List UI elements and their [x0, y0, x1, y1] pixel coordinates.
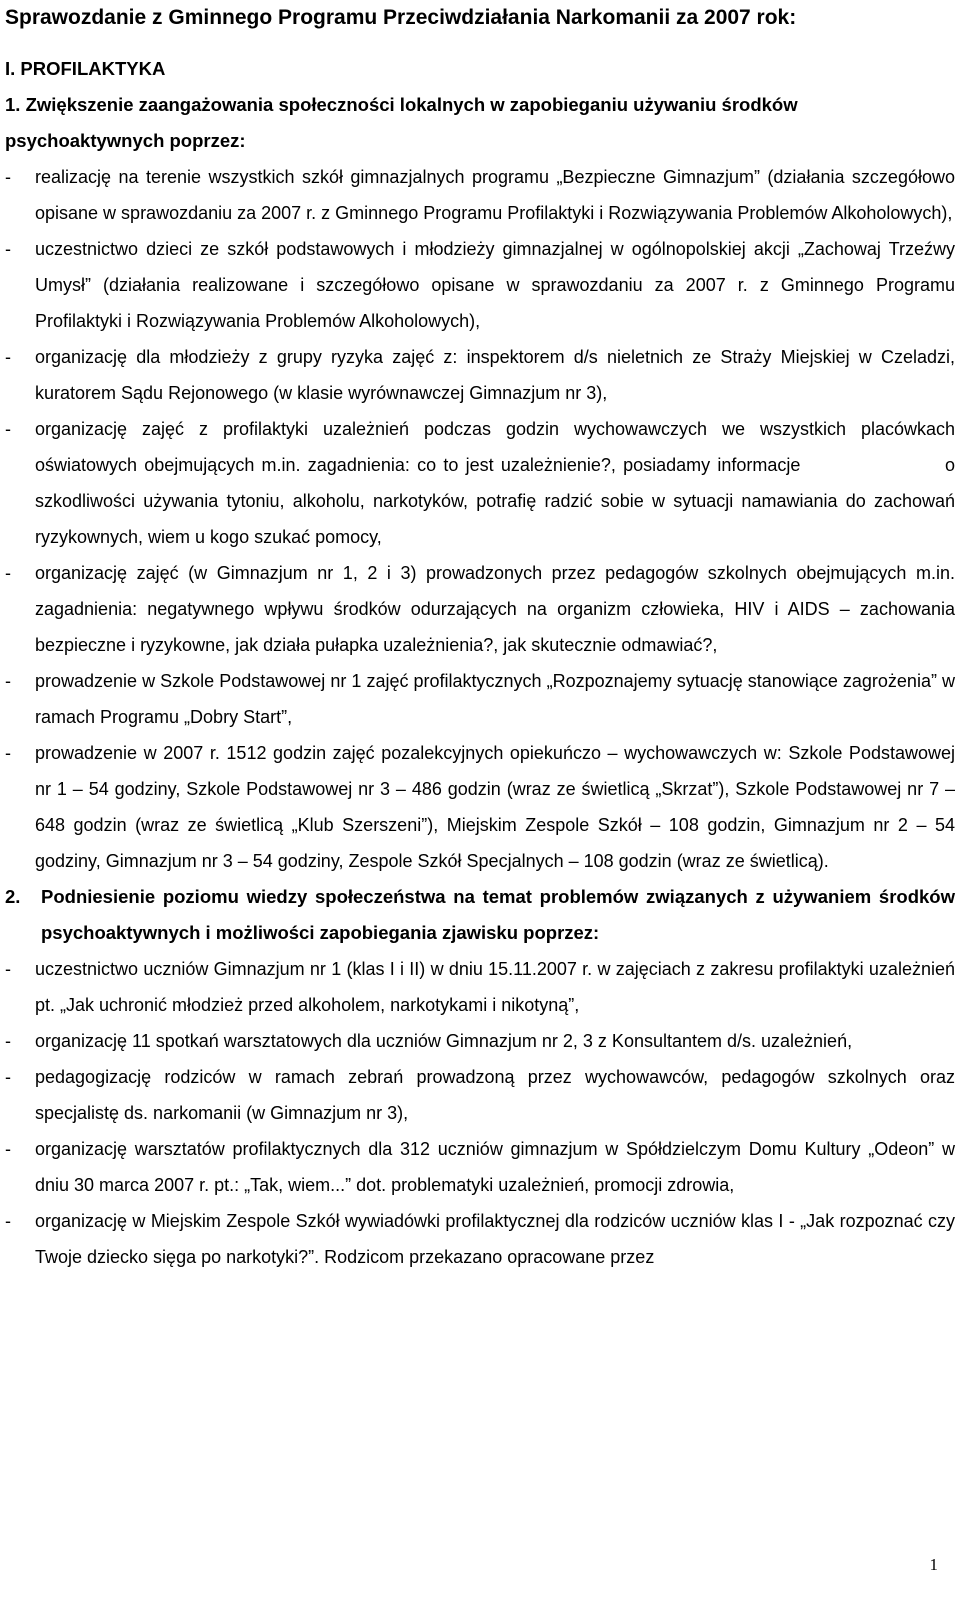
list-dash: - [5, 743, 11, 763]
page-number: 1 [929, 1555, 938, 1574]
list-item-text: organizację warsztatów profilaktycznych dla 312 uczniów gimnazjum w Spółdzielczym Domu Kultury „Odeon” w dniu 30 marca 2007 r. pt.: „Tak, wiem...” dot. problematyki uzależnień, promocji zdrowia, [35, 1139, 955, 1195]
list-item-text: organizację zajęć z profilaktyki uzależnień podczas godzin wychowawczych we wszystkich placówkach oświatowych obejmujących m.in. zagadnienia: co to jest uzależnienie?, posiadamy informacje o szkodliwości używania tytoniu, alkoholu, narkotyków, potrafię radzić sobie w sytuacji namawiania do zachowań ryzykownych, wiem u kogo szukać pomocy, [35, 419, 960, 547]
list-item [5, 951, 955, 1023]
list-item-text: organizację zajęć (w Gimnazjum nr 1, 2 i 3) prowadzonych przez pedagogów szkolnych obejmujących m.in. zagadnienia: negatywnego wpływu środków odurzających na organizm człowieka, HIV i AIDS – zachowania bezpieczne i ryzykowne, jak działa pułapka uzależnienia?, jak skutecznie odmawiać?, [35, 563, 955, 655]
list-dash: - [5, 1067, 11, 1087]
list-dash: - [5, 347, 11, 367]
document-page [5, 0, 960, 1275]
list-item-text: organizację 11 spotkań warsztatowych dla uczniów Gimnazjum nr 2, 3 z Konsultantem d/s. uzależnień, [35, 1031, 853, 1051]
list-item-text: pedagogizację rodziców w ramach zebrań prowadzoną przez wychowawców, pedagogów szkolnych oraz specjalistę ds. narkomanii (w Gimnazjum nr 3), [35, 1067, 955, 1123]
list-item [5, 1203, 955, 1275]
list-dash: - [5, 419, 11, 439]
list-item [5, 411, 960, 555]
list-item-text: uczestnictwo uczniów Gimnazjum nr 1 (klas I i II) w dniu 15.11.2007 r. w zajęciach z zakresu profilaktyki uzależnień pt. „Jak uchronić młodzież przed alkoholem, narkotykami i nikotyną”, [35, 959, 955, 1015]
section-heading: I. PROFILAKTYKA [5, 58, 166, 79]
list-item [5, 159, 955, 231]
list-item [5, 1023, 955, 1059]
point-1-list [5, 159, 960, 879]
list-item [5, 1059, 955, 1131]
point-2-heading [5, 879, 955, 951]
list-item-text: organizację w Miejskim Zespole Szkół wywiadówki profilaktycznej dla rodziców uczniów klas I - „Jak rozpoznać czy Twoje dziecko sięga po narkotyki?”. Rodzicom przekazano opracowane przez [35, 1211, 955, 1267]
list-dash: - [5, 1139, 11, 1159]
list-dash: - [5, 1031, 11, 1051]
document-title: Sprawozdanie z Gminnego Programu Przeciwdziałania Narkomanii za 2007 rok: [5, 6, 797, 29]
list-dash: - [5, 1211, 11, 1231]
list-item [5, 1131, 955, 1203]
list-item-text: prowadzenie w 2007 r. 1512 godzin zajęć pozalekcyjnych opiekuńczo – wychowawczych w: Szkole Podstawowej nr 1 – 54 godziny, Szkole Podstawowej nr 3 – 486 godzin (wraz ze świetlicą „Skrzat”), Szkole Podstawowej nr 7 – 648 godzin (wraz ze świetlicą „Klub Szerszeni”), Miejskim Zespole Szkół – 108 godzin, Gimnazjum nr 2 – 54 godziny, Gimnazjum nr 3 – 54 godziny, Zespole Szkół Specjalnych – 108 godzin (wraz ze świetlicą). [35, 743, 955, 871]
list-item [5, 339, 955, 411]
list-item-text: realizację na terenie wszystkich szkół gimnazjalnych programu „Bezpieczne Gimnazjum” (działania szczegółowo opisane w sprawozdaniu za 2007 r. z Gminnego Programu Profilaktyki i Rozwiązywania Problemów Alkoholowych), [35, 167, 955, 223]
list-dash: - [5, 959, 11, 979]
list-dash: - [5, 563, 11, 583]
list-dash: - [5, 167, 11, 187]
list-item [5, 663, 955, 735]
list-item [5, 735, 955, 879]
list-item [5, 555, 955, 663]
list-item-text: organizację dla młodzieży z grupy ryzyka zajęć z: inspektorem d/s nieletnich ze Straży Miejskiej w Czeladzi, kuratorem Sądu Rejonowego (w klasie wyrównawczej Gimnazjum nr 3), [35, 347, 955, 403]
point-2-list [5, 951, 955, 1275]
point-2-heading-text: Podniesienie poziomu wiedzy społeczeństwa na temat problemów związanych z używaniem środków psychoaktywnych i możliwości zapobiegania zjawisku poprzez: [41, 886, 955, 943]
point-2-number: 2. [5, 886, 21, 907]
list-dash: - [5, 239, 11, 259]
list-item-text: uczestnictwo dzieci ze szkół podstawowych i młodzieży gimnazjalnej w ogólnopolskiej akcji „Zachowaj Trzeźwy Umysł” (działania realizowane i szczegółowo opisane w sprawozdaniu za 2007 r. z Gminnego Programu Profilaktyki i Rozwiązywania Problemów Alkoholowych), [35, 239, 955, 331]
point-1-heading: 1. Zwiększenie zaangażowania społeczności lokalnych w zapobieganiu używaniu środków psychoaktywnych poprzez: [5, 94, 798, 151]
list-item [5, 231, 955, 339]
list-dash: - [5, 671, 11, 691]
list-item-text: prowadzenie w Szkole Podstawowej nr 1 zajęć profilaktycznych „Rozpoznajemy sytuację stanowiące zagrożenia” w ramach Programu „Dobry Start”, [35, 671, 955, 727]
